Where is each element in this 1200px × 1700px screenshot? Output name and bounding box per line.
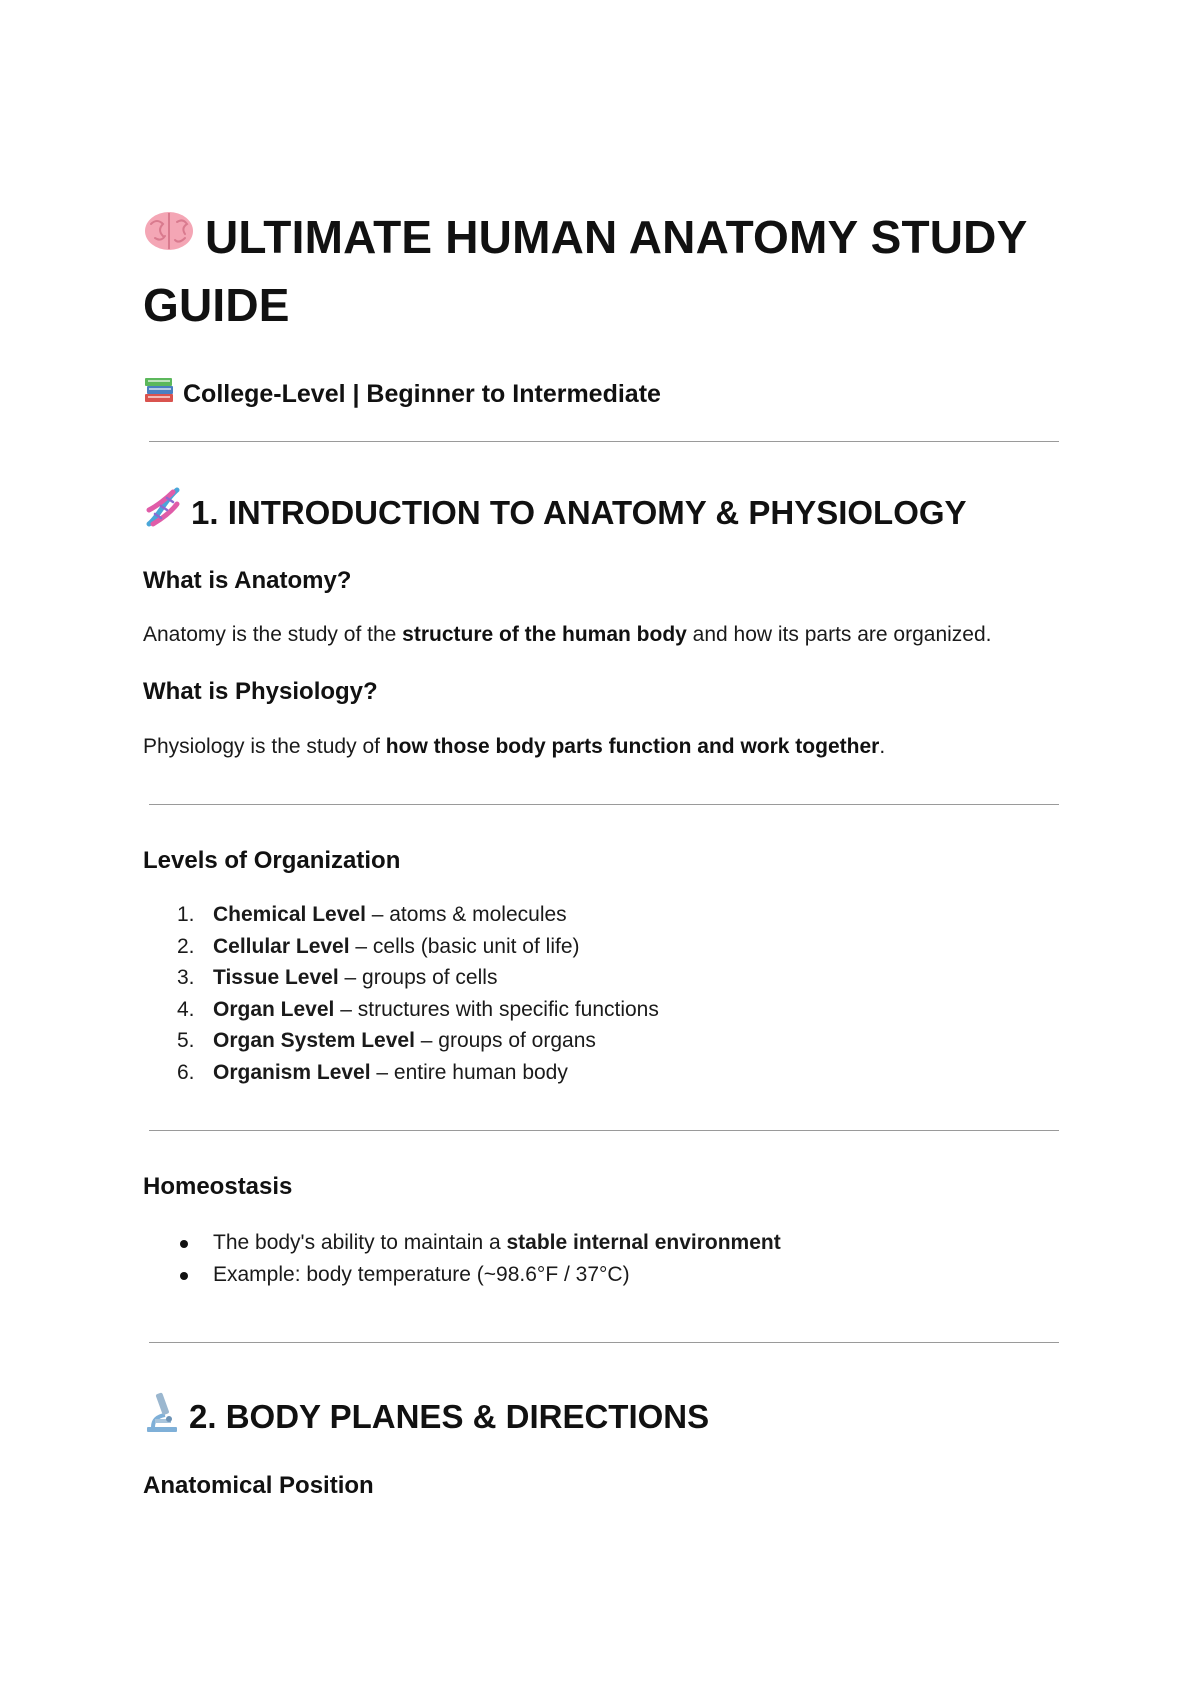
homeostasis-list xyxy=(143,1227,1063,1290)
list-item xyxy=(143,1057,1063,1089)
books-icon xyxy=(143,374,175,413)
physiology-text-bold: how those body parts function and work together xyxy=(385,735,880,759)
anatomy-paragraph xyxy=(143,620,1063,650)
level-name: Chemical Level xyxy=(213,903,366,927)
physiology-text-after: . xyxy=(879,735,886,759)
level-name: Organ System Level xyxy=(213,1029,415,1053)
level-desc: – entire human body xyxy=(370,1060,568,1084)
section-heading-planes-text: 2. BODY PLANES & DIRECTIONS xyxy=(189,1397,710,1435)
list-item xyxy=(143,1025,1063,1057)
brain-icon xyxy=(143,204,195,269)
list-number: 5. xyxy=(177,1029,195,1053)
levels-list xyxy=(143,899,1063,1088)
list-item xyxy=(143,931,1063,963)
subtitle-text: College-Level | Beginner to Intermediate xyxy=(183,379,661,408)
section-heading-planes xyxy=(143,1389,1063,1444)
dna-icon xyxy=(143,486,183,539)
homeostasis-bold: stable internal environment xyxy=(506,1231,781,1255)
levels-heading: Levels of Organization xyxy=(143,847,401,875)
anatomy-heading: What is Anatomy? xyxy=(143,567,352,595)
anatomical-position-heading: Anatomical Position xyxy=(143,1472,374,1500)
anatomy-text-bold: structure of the human body xyxy=(402,623,687,647)
document-page xyxy=(143,205,1063,1502)
list-item xyxy=(143,1259,1063,1291)
list-item xyxy=(143,1227,1063,1259)
physiology-paragraph xyxy=(143,732,1063,762)
section-heading-intro xyxy=(143,486,1063,539)
physiology-heading: What is Physiology? xyxy=(143,678,378,706)
list-item xyxy=(143,899,1063,931)
physiology-text-before: Physiology is the study of xyxy=(143,735,386,759)
list-item xyxy=(143,994,1063,1026)
level-desc: – atoms & molecules xyxy=(365,903,567,927)
list-number: 4. xyxy=(177,997,195,1021)
list-number: 1. xyxy=(177,903,195,927)
bullet-icon xyxy=(180,1240,188,1248)
subtitle xyxy=(143,374,1063,413)
homeostasis-heading: Homeostasis xyxy=(143,1173,293,1201)
list-number: 3. xyxy=(177,966,195,990)
level-desc: – cells (basic unit of life) xyxy=(349,934,580,958)
microscope-icon xyxy=(143,1389,181,1444)
list-number: 2. xyxy=(177,934,195,958)
title-line1: ULTIMATE HUMAN ANATOMY STUDY xyxy=(205,211,1028,263)
level-name: Cellular Level xyxy=(213,934,350,958)
level-name: Tissue Level xyxy=(213,966,339,990)
list-item xyxy=(143,962,1063,994)
anatomy-text-after: and how its parts are organized. xyxy=(686,623,992,647)
homeostasis-text: The body's ability to maintain a xyxy=(213,1231,507,1255)
list-number: 6. xyxy=(177,1060,195,1084)
level-desc: – structures with specific functions xyxy=(334,997,659,1021)
level-name: Organism Level xyxy=(213,1060,371,1084)
title-line2: GUIDE xyxy=(143,279,290,332)
page-title xyxy=(143,205,1063,338)
section-heading-intro-text: 1. INTRODUCTION TO ANATOMY & PHYSIOLOGY xyxy=(191,493,967,531)
level-name: Organ Level xyxy=(213,997,335,1021)
level-desc: – groups of organs xyxy=(414,1029,596,1053)
bullet-icon xyxy=(180,1272,188,1280)
level-desc: – groups of cells xyxy=(338,966,498,990)
homeostasis-example: Example: body temperature (~98.6°F / 37°C) xyxy=(213,1262,630,1286)
anatomy-text-before: Anatomy is the study of the xyxy=(143,623,403,647)
